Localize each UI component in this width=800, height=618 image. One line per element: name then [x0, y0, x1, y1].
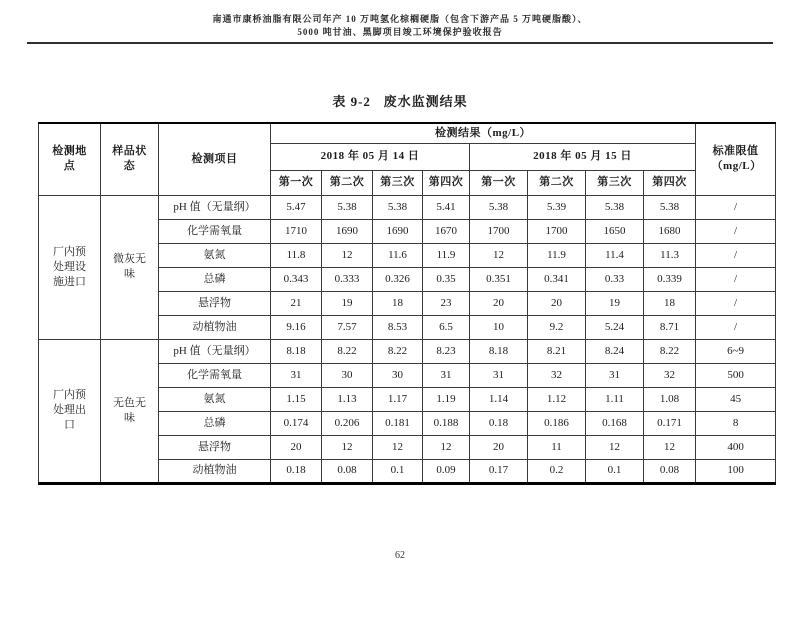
- standard-cell: 8: [696, 411, 776, 435]
- standard-cell: 100: [696, 459, 776, 483]
- col-header-run: 第三次: [586, 170, 644, 195]
- value-cell: 32: [644, 363, 696, 387]
- value-cell: 5.24: [586, 315, 644, 339]
- location-cell: [39, 339, 101, 483]
- value-cell: 8.18: [470, 339, 528, 363]
- value-cell: 0.171: [644, 411, 696, 435]
- value-cell: 18: [644, 291, 696, 315]
- value-cell: 18: [373, 291, 423, 315]
- value-cell: 1.19: [423, 387, 470, 411]
- value-cell: 31: [423, 363, 470, 387]
- standard-cell: /: [696, 195, 776, 219]
- col-header-date-1: 2018 年 05 月 14 日: [271, 143, 470, 170]
- col-header-sample-state: [101, 123, 159, 195]
- item-cell: 氨氮: [159, 387, 271, 411]
- value-cell: 8.18: [271, 339, 322, 363]
- value-cell: 5.39: [528, 195, 586, 219]
- item-cell: 悬浮物: [159, 291, 271, 315]
- value-cell: 9.16: [271, 315, 322, 339]
- value-cell: 0.339: [644, 267, 696, 291]
- table-row: [39, 195, 776, 219]
- standard-cell: 45: [696, 387, 776, 411]
- sample-state-cell: [101, 339, 159, 483]
- sample-state-cell-label: 无色无味: [113, 396, 146, 424]
- value-cell: 1670: [423, 219, 470, 243]
- location-cell-label: 厂内预处理设施进口: [53, 245, 86, 288]
- sample-state-cell: [101, 195, 159, 339]
- header-row-groups: [39, 123, 776, 143]
- value-cell: 21: [271, 291, 322, 315]
- item-cell: 化学需氧量: [159, 363, 271, 387]
- value-cell: 11: [528, 435, 586, 459]
- value-cell: 0.181: [373, 411, 423, 435]
- value-cell: 11.4: [586, 243, 644, 267]
- value-cell: 19: [586, 291, 644, 315]
- value-cell: 1.12: [528, 387, 586, 411]
- standard-cell: /: [696, 267, 776, 291]
- col-header-standard: [696, 123, 776, 195]
- value-cell: 8.22: [322, 339, 373, 363]
- value-cell: 1.14: [470, 387, 528, 411]
- col-header-standard-label: 标准限值（mg/L）: [711, 145, 762, 173]
- value-cell: 0.18: [470, 411, 528, 435]
- value-cell: 11.8: [271, 243, 322, 267]
- table-header: [39, 123, 776, 195]
- value-cell: 0.333: [322, 267, 373, 291]
- document-header: [0, 0, 800, 39]
- value-cell: 12: [644, 435, 696, 459]
- value-cell: 1710: [271, 219, 322, 243]
- value-cell: 32: [528, 363, 586, 387]
- col-header-sample-state-label: 样品状态: [112, 145, 147, 173]
- item-cell: pH 值（无量纲）: [159, 339, 271, 363]
- col-header-run: 第四次: [644, 170, 696, 195]
- col-header-item: 检测项目: [159, 123, 271, 195]
- value-cell: 8.23: [423, 339, 470, 363]
- standard-cell: /: [696, 315, 776, 339]
- item-cell: 总磷: [159, 411, 271, 435]
- value-cell: 30: [373, 363, 423, 387]
- table-body: [39, 195, 776, 483]
- standard-cell: /: [696, 219, 776, 243]
- value-cell: 1.17: [373, 387, 423, 411]
- value-cell: 0.08: [644, 459, 696, 483]
- item-cell: 动植物油: [159, 459, 271, 483]
- col-header-run: 第一次: [271, 170, 322, 195]
- value-cell: 12: [322, 243, 373, 267]
- value-cell: 0.17: [470, 459, 528, 483]
- value-cell: 1680: [644, 219, 696, 243]
- value-cell: 1700: [470, 219, 528, 243]
- location-cell-label: 厂内预处理出口: [53, 389, 86, 431]
- value-cell: 19: [322, 291, 373, 315]
- value-cell: 5.38: [322, 195, 373, 219]
- value-cell: 20: [271, 435, 322, 459]
- value-cell: 0.174: [271, 411, 322, 435]
- col-header-run: 第三次: [373, 170, 423, 195]
- col-header-results-group: 检测结果（mg/L）: [271, 123, 696, 143]
- value-cell: 0.351: [470, 267, 528, 291]
- value-cell: 0.326: [373, 267, 423, 291]
- table-title: 表 9-2 废水监测结果: [332, 94, 468, 109]
- value-cell: 6.5: [423, 315, 470, 339]
- value-cell: 5.47: [271, 195, 322, 219]
- col-header-run: 第一次: [470, 170, 528, 195]
- value-cell: 7.57: [322, 315, 373, 339]
- standard-cell: /: [696, 291, 776, 315]
- col-header-run: 第二次: [528, 170, 586, 195]
- page-number: 62: [395, 550, 405, 561]
- value-cell: 12: [322, 435, 373, 459]
- col-header-run: 第二次: [322, 170, 373, 195]
- value-cell: 1.13: [322, 387, 373, 411]
- value-cell: 8.21: [528, 339, 586, 363]
- value-cell: 0.1: [586, 459, 644, 483]
- value-cell: 10: [470, 315, 528, 339]
- value-cell: 5.38: [644, 195, 696, 219]
- value-cell: 1690: [373, 219, 423, 243]
- sample-state-cell-label: 微灰无味: [113, 253, 146, 280]
- standard-cell: /: [696, 243, 776, 267]
- value-cell: 0.35: [423, 267, 470, 291]
- col-header-location-label: 检测地点: [52, 145, 87, 173]
- standard-cell: 6~9: [696, 339, 776, 363]
- value-cell: 12: [373, 435, 423, 459]
- value-cell: 11.3: [644, 243, 696, 267]
- value-cell: 12: [586, 435, 644, 459]
- col-header-location: [39, 123, 101, 195]
- value-cell: 0.2: [528, 459, 586, 483]
- standard-cell: 400: [696, 435, 776, 459]
- header-divider: [27, 42, 773, 44]
- value-cell: 8.24: [586, 339, 644, 363]
- value-cell: 0.188: [423, 411, 470, 435]
- value-cell: 23: [423, 291, 470, 315]
- wastewater-table: [38, 122, 776, 485]
- report-title-line1: 南通市康桥油脂有限公司年产 10 万吨氢化棕榈硬脂（包含下游产品 5 万吨硬脂酸）、: [212, 14, 588, 24]
- value-cell: 31: [470, 363, 528, 387]
- value-cell: 0.09: [423, 459, 470, 483]
- standard-cell: 500: [696, 363, 776, 387]
- item-cell: pH 值（无量纲）: [159, 195, 271, 219]
- table-row: [39, 339, 776, 363]
- value-cell: 0.341: [528, 267, 586, 291]
- value-cell: 31: [586, 363, 644, 387]
- value-cell: 20: [470, 291, 528, 315]
- value-cell: 0.186: [528, 411, 586, 435]
- value-cell: 11.6: [373, 243, 423, 267]
- item-cell: 总磷: [159, 267, 271, 291]
- value-cell: 0.168: [586, 411, 644, 435]
- col-header-run: 第四次: [423, 170, 470, 195]
- value-cell: 5.38: [586, 195, 644, 219]
- location-cell: [39, 195, 101, 339]
- value-cell: 8.71: [644, 315, 696, 339]
- item-cell: 氨氮: [159, 243, 271, 267]
- value-cell: 31: [271, 363, 322, 387]
- value-cell: 1.11: [586, 387, 644, 411]
- value-cell: 5.38: [373, 195, 423, 219]
- value-cell: 11.9: [528, 243, 586, 267]
- value-cell: 12: [423, 435, 470, 459]
- value-cell: 9.2: [528, 315, 586, 339]
- item-cell: 悬浮物: [159, 435, 271, 459]
- value-cell: 0.08: [322, 459, 373, 483]
- value-cell: 8.22: [373, 339, 423, 363]
- report-title-line2: 5000 吨甘油、黑脚项目竣工环境保护验收报告: [297, 27, 503, 37]
- item-cell: 化学需氧量: [159, 219, 271, 243]
- value-cell: 0.343: [271, 267, 322, 291]
- value-cell: 1650: [586, 219, 644, 243]
- col-header-date-2: 2018 年 05 月 15 日: [470, 143, 696, 170]
- value-cell: 1.15: [271, 387, 322, 411]
- value-cell: 1690: [322, 219, 373, 243]
- value-cell: 1.08: [644, 387, 696, 411]
- value-cell: 0.18: [271, 459, 322, 483]
- value-cell: 8.22: [644, 339, 696, 363]
- value-cell: 12: [470, 243, 528, 267]
- value-cell: 20: [470, 435, 528, 459]
- value-cell: 5.41: [423, 195, 470, 219]
- value-cell: 20: [528, 291, 586, 315]
- value-cell: 0.33: [586, 267, 644, 291]
- value-cell: 11.9: [423, 243, 470, 267]
- value-cell: 8.53: [373, 315, 423, 339]
- value-cell: 0.206: [322, 411, 373, 435]
- item-cell: 动植物油: [159, 315, 271, 339]
- value-cell: 1700: [528, 219, 586, 243]
- value-cell: 30: [322, 363, 373, 387]
- value-cell: 0.1: [373, 459, 423, 483]
- value-cell: 5.38: [470, 195, 528, 219]
